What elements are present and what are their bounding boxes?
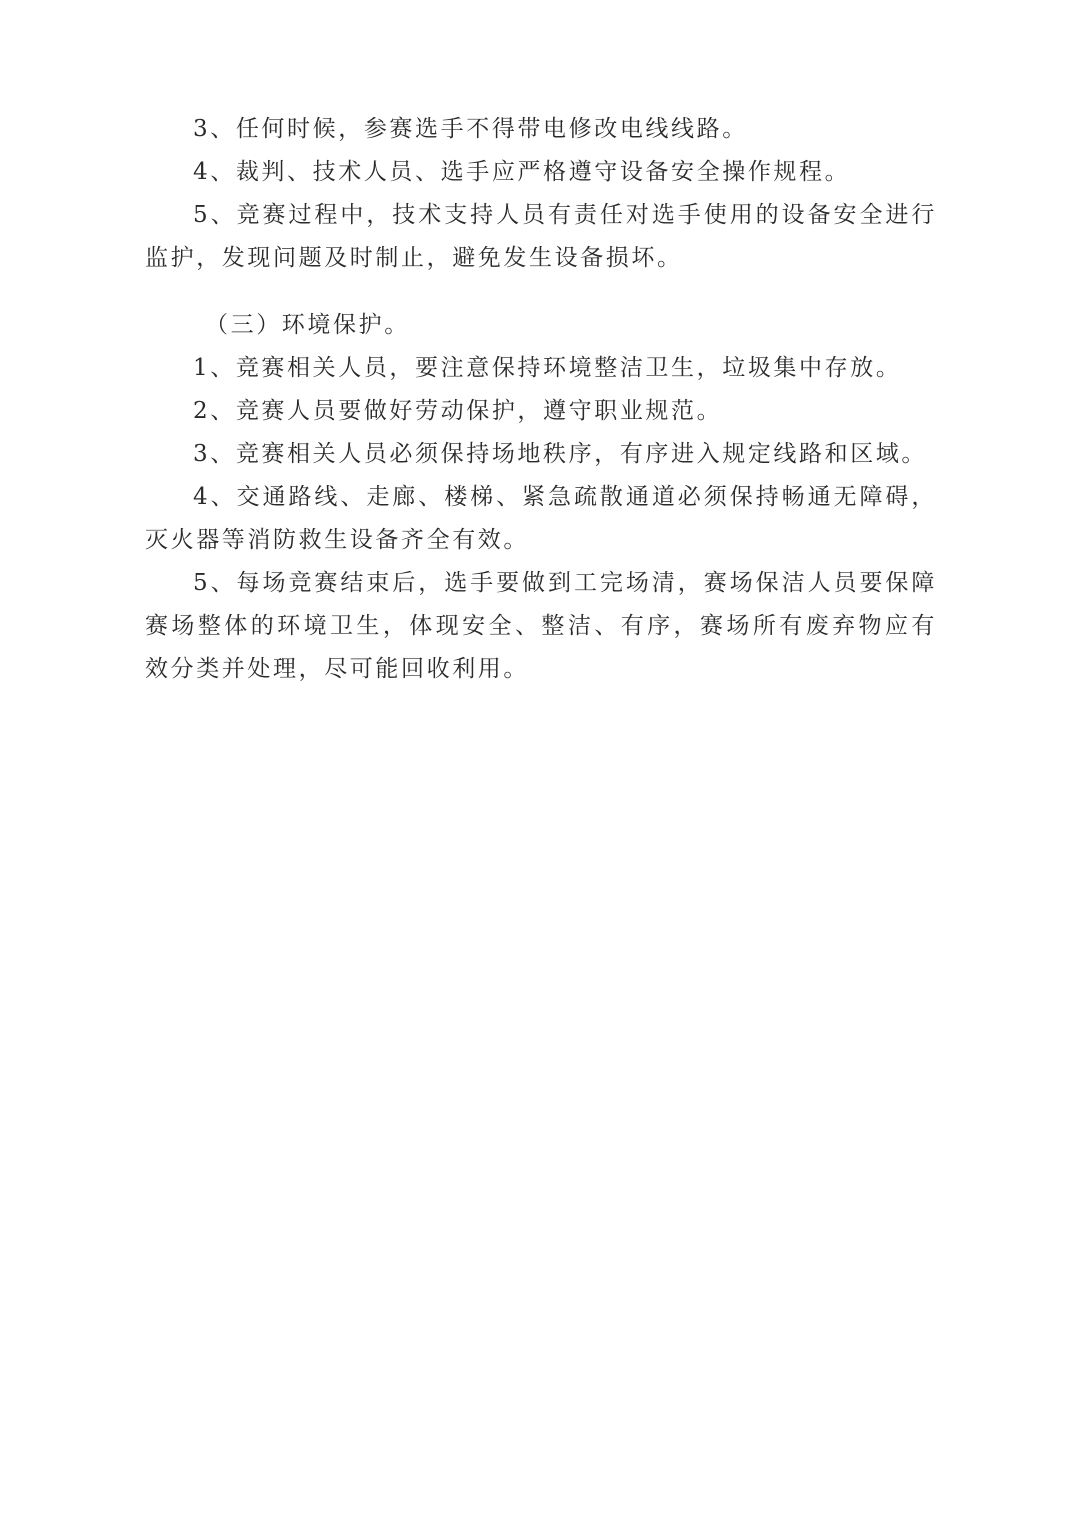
paragraph-item-2: 2、竞赛人员要做好劳动保护，遵守职业规范。 bbox=[193, 398, 723, 424]
paragraph-item-4-top: 4、裁判、技术人员、选手应严格遵守设备安全操作规程。 bbox=[193, 159, 851, 185]
paragraph-item-1: 1、竞赛相关人员，要注意保持环境整洁卫生，垃圾集中存放。 bbox=[193, 355, 902, 381]
paragraph-item-5: 5、每场竞赛结束后，选手要做到工完场清，赛场保洁人员要保障赛场整体的环境卫生，体现安全、整洁、有序，赛场所有废弃物应有效分类并处理，尽可能回收利用。 bbox=[145, 570, 937, 682]
paragraph-item-5-top: 5、竞赛过程中，技术支持人员有责任对选手使用的设备安全进行监护，发现问题及时制止，避免发生设备损坏。 bbox=[145, 202, 937, 271]
paragraph-item-3-top: 3、任何时候，参赛选手不得带电修改电线线路。 bbox=[193, 116, 748, 142]
section-heading: （三）环境保护。 bbox=[205, 312, 410, 338]
document-body bbox=[145, 108, 937, 691]
paragraph-item-3: 3、竞赛相关人员必须保持场地秩序，有序进入规定线路和区域。 bbox=[193, 441, 928, 467]
paragraph-item-4: 4、交通路线、走廊、楼梯、紧急疏散通道必须保持畅通无障碍，灭火器等消防救生设备齐全有效。 bbox=[145, 484, 937, 553]
